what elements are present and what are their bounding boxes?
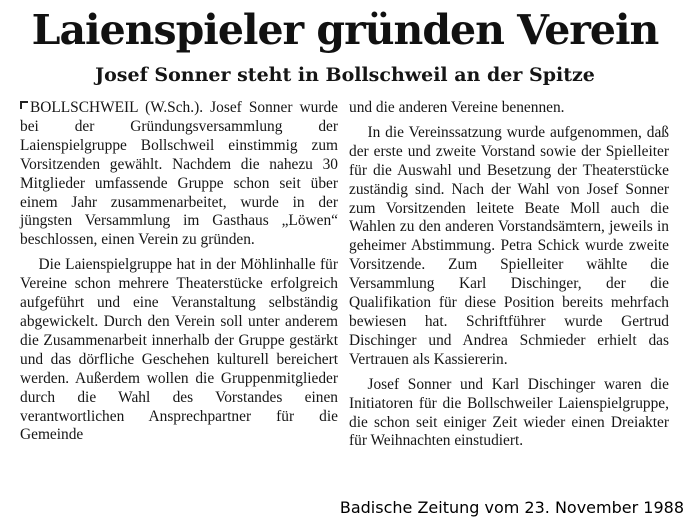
article-paragraph: Die Laienspielgruppe hat in der Möhlinhalle für Vereine schon mehrere Theaterstücke erfolgreich aufgeführt und eine Veranstaltung selbständig abgewickelt. Durch den Verein soll unter anderem die Zusammenarbeit innerhalb der Gruppe gestärkt und das dörfliche Geschehen kulturell bereichert werden. Außerdem wollen die Gruppenmitglieder durch die Wahl des Vorstandes einen verantwortlichen Ansprechpartner für die Gemeinde bbox=[20, 256, 338, 444]
paragraph-text: BOLLSCHWEIL (W.Sch.). Josef Sonner wurde bei der Gründungsversammlung der Laienspielgruppe Bollschweil einstimmig zum Vorsitzenden gewählt. Nachdem die nahezu 30 Mitglieder umfassende Gruppe schon seit über einem Jahr zusammenarbeitet, wurde in der jüngsten Versammlung im Gasthaus „Löwen“ beschlossen, einen Verein zu gründen. bbox=[20, 99, 338, 249]
dateline-corner-mark bbox=[20, 101, 28, 109]
source-caption: Badische Zeitung vom 23. November 1988 bbox=[339, 498, 684, 517]
headline: Laienspieler gründen Verein bbox=[31, 6, 659, 54]
article-paragraph bbox=[20, 99, 338, 250]
article-column-right bbox=[349, 99, 669, 451]
article-paragraph: und die anderen Vereine benennen. bbox=[349, 99, 565, 116]
article-paragraph: In die Vereinssatzung wurde aufgenommen, daß der erste und zweite Vorstand sowie der Spielleiter für die Auswahl und Besetzung der Theaterstücke zuständig sind. Nach der Wahl von Josef Sonner zum Vorsitzenden leitete Beate Moll auch die Wahlen zu den anderen Vorstandsämtern, jeweils in geheimer Abstimmung. Petra Schick wurde zweite Vorsitzende. Zum Spielleiter wählte die Versammlung Karl Dischinger, der die Qualifikation für diese Position bereits mehrfach bewiesen hat. Schriftführer wurde Gertrud Dischinger und Andrea Schmieder erhielt das Vertrauen als Kassiererin. bbox=[349, 123, 669, 368]
article-paragraph: Josef Sonner und Karl Dischinger waren die Initiatoren für die Bollschweiler Laienspielgruppe, die schon seit einiger Zeit wieder einen Dreiakter für Weihnachten einstudiert. bbox=[349, 375, 669, 450]
subheadline: Josef Sonner steht in Bollschweil an der Spitze bbox=[95, 64, 595, 86]
article-column-left bbox=[20, 99, 338, 445]
